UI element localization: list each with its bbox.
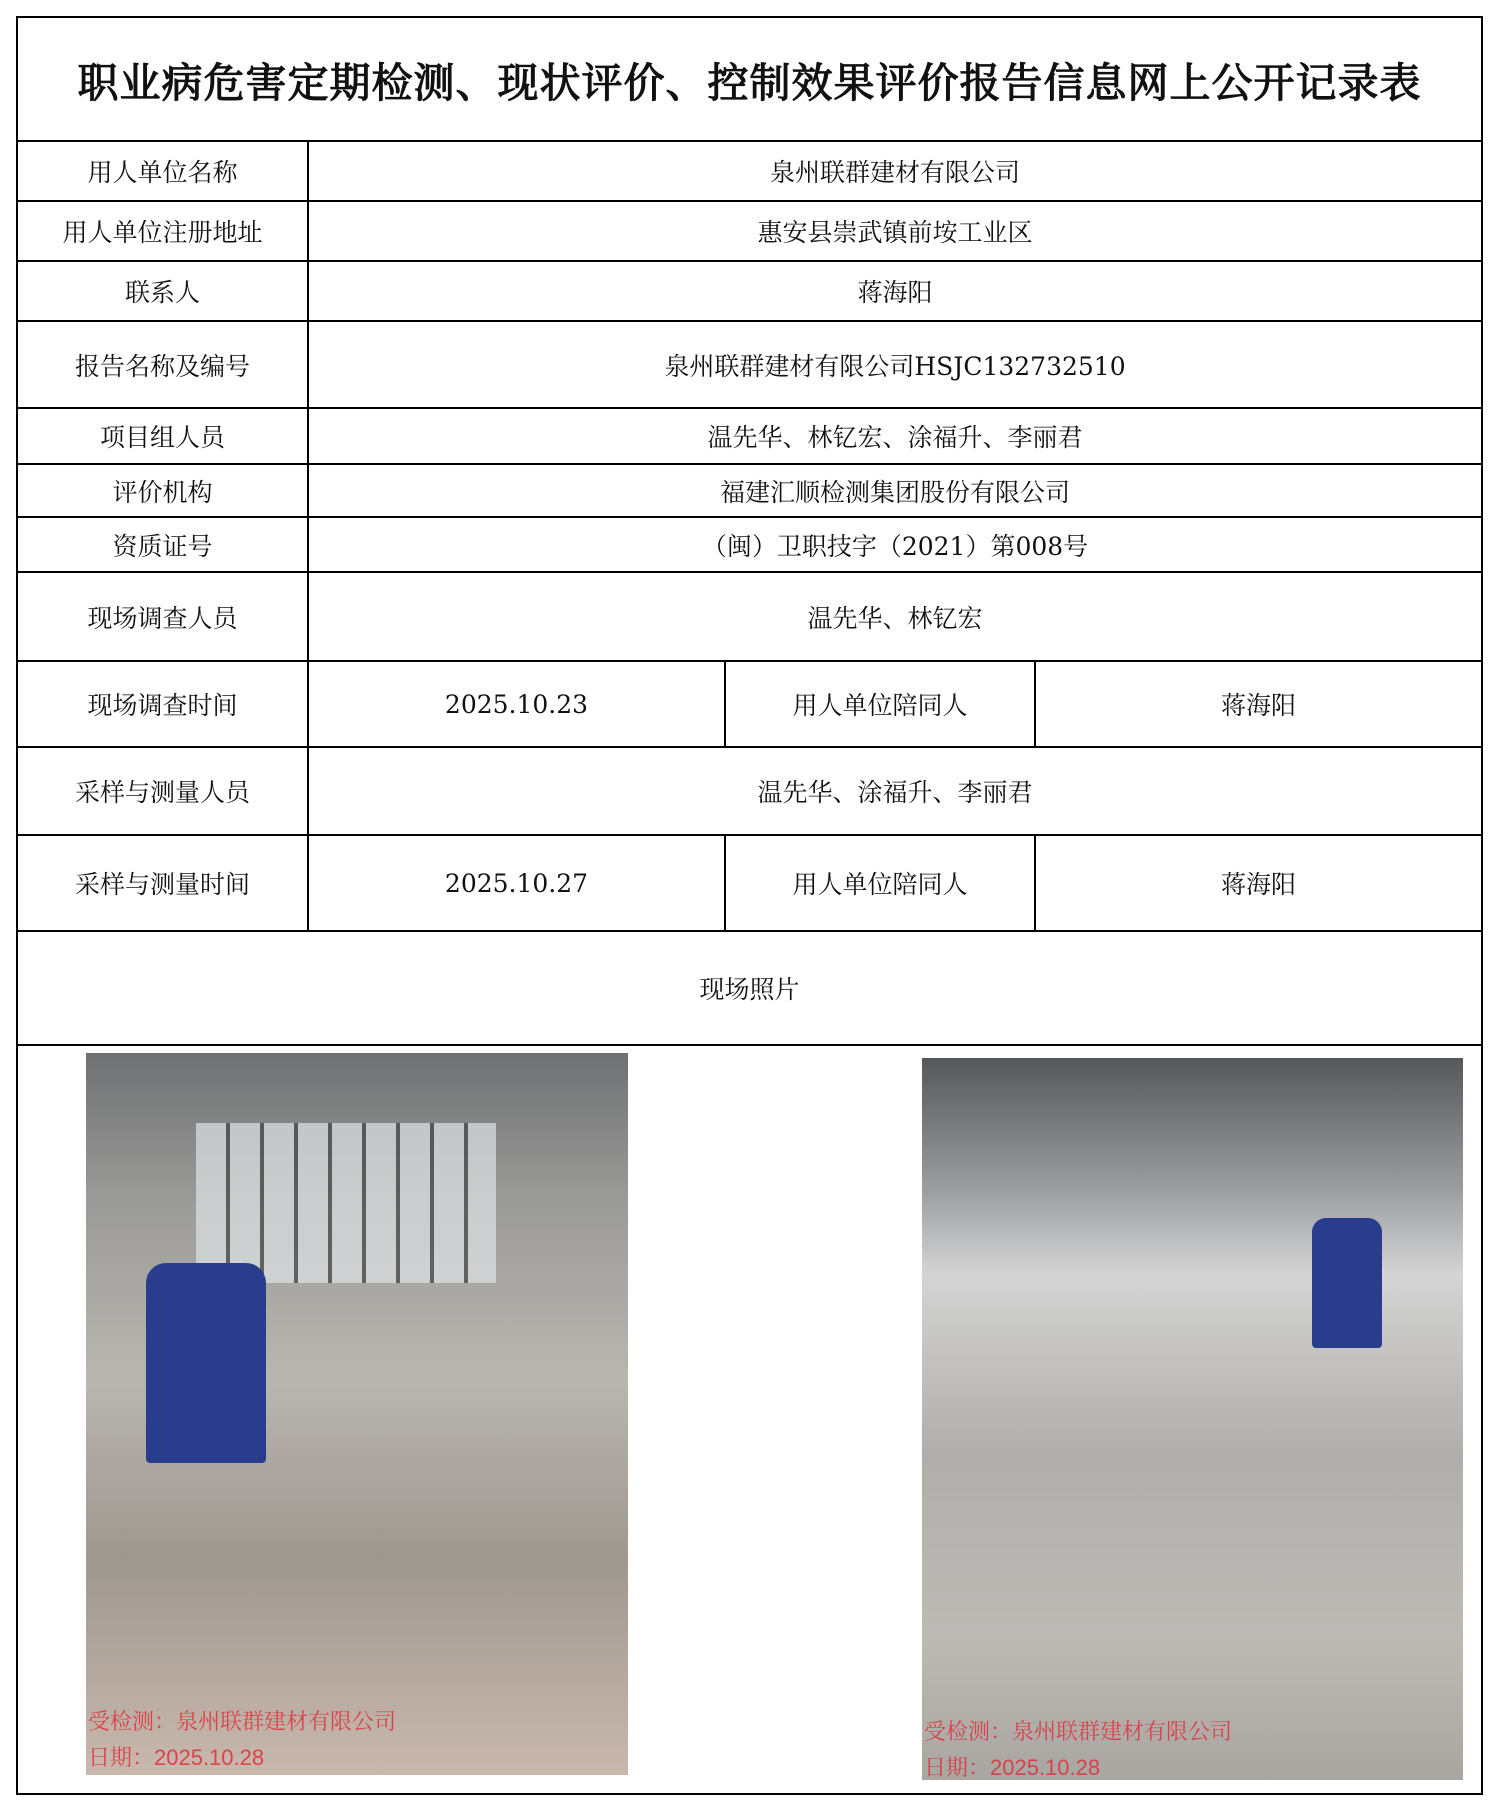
row-sampling-staff [18, 748, 1481, 836]
companion-value: 蒋海阳 [1220, 691, 1296, 720]
row-employer-name [18, 142, 1481, 202]
label: 项目组人员 [18, 409, 309, 463]
watermark-date: 日期：2025.10.28 [924, 1755, 1101, 1780]
form-title: 职业病危害定期检测、现状评价、控制效果评价报告信息网上公开记录表 [18, 18, 1481, 142]
value: 泉州联群建材有限公司HSJC132732510 [664, 351, 1126, 381]
watermark-company: 受检测：泉州联群建材有限公司 [924, 1719, 1233, 1744]
value: 泉州联群建材有限公司 [769, 158, 1020, 187]
label: 用人单位注册地址 [18, 202, 309, 260]
label: 用人单位名称 [18, 142, 309, 200]
row-sampling-time [18, 836, 1481, 932]
row-survey-time [18, 662, 1481, 748]
row-contact [18, 262, 1481, 322]
value: 温先华、林钇宏 [807, 603, 983, 633]
value: 2025.10.23 [309, 662, 726, 746]
row-qualification [18, 518, 1481, 573]
watermark-date: 日期：2025.10.28 [88, 1745, 265, 1770]
site-photo-2 [922, 1058, 1463, 1780]
companion-label: 用人单位陪同人 [726, 836, 1036, 930]
label: 报告名称及编号 [18, 322, 309, 407]
row-report-name [18, 322, 1481, 409]
site-photo-1 [86, 1053, 628, 1775]
row-employer-address [18, 202, 1481, 262]
companion-value: 蒋海阳 [1220, 870, 1296, 899]
value: 蒋海阳 [857, 278, 933, 307]
value: 惠安县崇武镇前垵工业区 [757, 218, 1033, 247]
label: 采样与测量时间 [18, 836, 309, 930]
row-photos-header [18, 932, 1481, 1046]
companion-label: 用人单位陪同人 [726, 662, 1036, 746]
label: 采样与测量人员 [18, 748, 309, 834]
label: 资质证号 [18, 518, 309, 571]
value: 2025.10.27 [309, 836, 726, 930]
row-project-team [18, 409, 1481, 465]
photos-header: 现场照片 [699, 975, 800, 1004]
record-form [16, 16, 1483, 1795]
value: 福建汇顺检测集团股份有限公司 [719, 477, 1070, 507]
worker-shape [146, 1263, 266, 1463]
label: 评价机构 [18, 465, 309, 516]
window-shape [196, 1123, 496, 1283]
value: （闽）卫职技字（2021）第008号 [701, 531, 1089, 561]
label: 联系人 [18, 262, 309, 320]
value: 温先华、涂福升、李丽君 [757, 778, 1033, 807]
watermark-company: 受检测：泉州联群建材有限公司 [88, 1709, 397, 1734]
row-evaluation-agency [18, 465, 1481, 518]
row-survey-staff [18, 573, 1481, 662]
worker-shape [1312, 1218, 1382, 1348]
label: 现场调查时间 [18, 662, 309, 746]
value: 温先华、林钇宏、涂福升、李丽君 [707, 423, 1083, 452]
label: 现场调查人员 [18, 573, 309, 660]
